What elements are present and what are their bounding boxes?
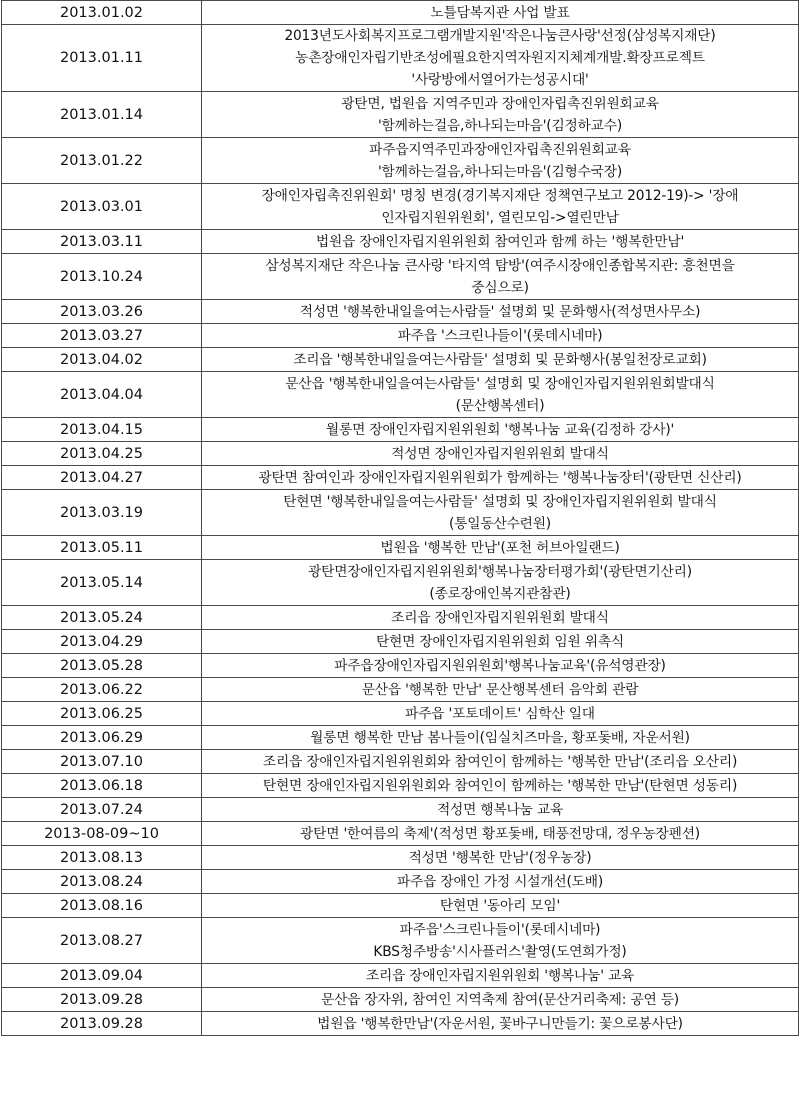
event-cell <box>202 678 799 702</box>
event-cell <box>202 348 799 372</box>
date-cell: 2013.04.04 <box>2 372 202 418</box>
event-cell <box>202 300 799 324</box>
event-line: 법원읍 '행복한 만남'(포천 허브아일랜드) <box>380 539 620 556</box>
event-line: 적성면 '행복한 만남'(정우농장) <box>408 849 592 866</box>
date-cell: 2013.08.24 <box>2 870 202 894</box>
date-cell: 2013.03.27 <box>2 324 202 348</box>
table-row <box>2 560 799 606</box>
date-cell: 2013.08.27 <box>2 918 202 964</box>
table-row <box>2 798 799 822</box>
event-line: 광탄면장애인자립지원위원회'행복나눔장터평가회'(광탄면기산리) <box>308 563 692 580</box>
date-cell: 2013.07.10 <box>2 750 202 774</box>
event-cell <box>202 1 799 25</box>
event-cell <box>202 894 799 918</box>
table-row <box>2 1 799 25</box>
event-line: (통일동산수련원) <box>449 515 551 532</box>
event-cell <box>202 490 799 536</box>
event-cell <box>202 230 799 254</box>
event-line: '함께하는걸음,하나되는마음'(김정하교수) <box>377 117 623 134</box>
event-cell <box>202 726 799 750</box>
table-row <box>2 846 799 870</box>
event-cell <box>202 560 799 606</box>
date-cell: 2013.06.18 <box>2 774 202 798</box>
event-line: 파주읍'스크린나들이'(롯데시네마) <box>399 921 601 938</box>
date-cell: 2013.04.29 <box>2 630 202 654</box>
table-row <box>2 964 799 988</box>
event-cell <box>202 536 799 560</box>
date-cell: 2013.01.02 <box>2 1 202 25</box>
table-row <box>2 324 799 348</box>
date-cell: 2013.04.02 <box>2 348 202 372</box>
date-cell: 2013.03.01 <box>2 184 202 230</box>
date-cell: 2013.09.28 <box>2 1012 202 1036</box>
date-cell: 2013.04.25 <box>2 442 202 466</box>
date-cell: 2013.04.27 <box>2 466 202 490</box>
table-row <box>2 774 799 798</box>
date-cell: 2013-08-09~10 <box>2 822 202 846</box>
table-row <box>2 536 799 560</box>
table-row <box>2 822 799 846</box>
event-line: 적성면 장애인자립지원위원회 발대식 <box>391 445 609 462</box>
event-cell <box>202 324 799 348</box>
event-cell <box>202 442 799 466</box>
event-cell <box>202 750 799 774</box>
table-row <box>2 490 799 536</box>
event-cell <box>202 822 799 846</box>
table-row <box>2 654 799 678</box>
table-row <box>2 442 799 466</box>
event-line: 월롱면 장애인자립지원위원회 '행복나눔 교육(김정하 강사)' <box>325 421 675 438</box>
date-cell: 2013.10.24 <box>2 254 202 300</box>
date-cell: 2013.05.11 <box>2 536 202 560</box>
event-line: 2013년도사회복지프로그램개발지원'작은나눔큰사랑'선정(삼성복지재단) <box>284 28 716 44</box>
event-line: KBS청주방송'시사플러스'촬영(도연희가정) <box>373 943 627 960</box>
event-line: 법원읍 장애인자립지원위원회 참여인과 함께 하는 '행복한만남' <box>315 233 685 250</box>
table-row <box>2 138 799 184</box>
table-row <box>2 894 799 918</box>
event-line: 노틀담복지관 사업 발표 <box>430 4 570 21</box>
event-line: 광탄면 '한여름의 축제'(적성면 황포돛배, 태풍전망대, 정우농장펜션) <box>300 825 700 842</box>
table-row <box>2 300 799 324</box>
table-row <box>2 184 799 230</box>
event-cell <box>202 372 799 418</box>
event-line: 파주읍 '스크린나들이'(롯데시네마) <box>397 327 603 344</box>
event-cell <box>202 918 799 964</box>
table-row <box>2 254 799 300</box>
activity-log-body <box>2 1 799 1036</box>
event-line: 적성면 '행복한내일을여는사람들' 설명회 및 문화행사(적성면사무소) <box>299 303 701 320</box>
event-line: 탄현면 장애인자립지원위원회와 참여인이 함께하는 '행복한 만남'(탄현면 성동리) <box>262 777 738 794</box>
date-cell: 2013.01.14 <box>2 92 202 138</box>
event-line: 탄현면 '동아리 모임' <box>439 897 561 914</box>
event-cell <box>202 988 799 1012</box>
event-line: 인자립지원위원회', 열린모임->열린만남 <box>381 209 619 226</box>
event-cell <box>202 870 799 894</box>
event-cell <box>202 92 799 138</box>
event-line: 파주읍지역주민과장애인자립촉진위원회교육 <box>369 141 631 158</box>
table-row <box>2 418 799 442</box>
date-cell: 2013.08.13 <box>2 846 202 870</box>
event-line: 파주읍 장애인 가정 시설개선(도배) <box>397 873 603 890</box>
table-row <box>2 92 799 138</box>
event-cell <box>202 1012 799 1036</box>
table-row <box>2 630 799 654</box>
date-cell: 2013.03.11 <box>2 230 202 254</box>
event-line: 조리읍 장애인자립지원위원회 발대식 <box>391 609 609 626</box>
table-row <box>2 466 799 490</box>
table-row <box>2 230 799 254</box>
date-cell: 2013.06.29 <box>2 726 202 750</box>
date-cell: 2013.07.24 <box>2 798 202 822</box>
event-line: '사랑방에서열어가는성공시대' <box>411 72 589 88</box>
table-row <box>2 678 799 702</box>
event-cell <box>202 964 799 988</box>
event-line: 조리읍 '행복한내일을여는사람들' 설명회 및 문화행사(봉일천장로교회) <box>293 351 707 368</box>
table-row <box>2 870 799 894</box>
event-cell <box>202 254 799 300</box>
table-row <box>2 348 799 372</box>
event-line: 탄현면 '행복한내일을여는사람들' 설명회 및 장애인자립지원위원회 발대식 <box>283 493 717 510</box>
date-cell: 2013.09.28 <box>2 988 202 1012</box>
table-row <box>2 25 799 92</box>
table-row <box>2 726 799 750</box>
date-cell: 2013.05.14 <box>2 560 202 606</box>
date-cell: 2013.09.04 <box>2 964 202 988</box>
date-cell: 2013.01.22 <box>2 138 202 184</box>
table-row <box>2 988 799 1012</box>
event-line: 삼성복지재단 작은나눔 큰사랑 '타지역 탐방'(여주시장애인종합복지관: 흥천면을 <box>265 257 735 274</box>
event-cell <box>202 184 799 230</box>
event-cell <box>202 774 799 798</box>
event-line: 문산읍 '행복한 만남' 문산행복센터 음악회 관람 <box>361 681 639 698</box>
event-cell <box>202 138 799 184</box>
event-cell <box>202 630 799 654</box>
event-line: 파주읍장애인자립지원위원회'행복나눔교육'(유석영관장) <box>334 657 666 674</box>
event-cell <box>202 25 799 92</box>
table-row <box>2 1012 799 1036</box>
event-line: 적성면 행복나눔 교육 <box>436 801 564 818</box>
event-line: (종로장애인복지관참관) <box>429 585 571 602</box>
event-line: 월롱면 행복한 만남 봄나들이(임실치즈마을, 황포돛배, 자운서원) <box>310 729 690 746</box>
event-line: 장애인자립촉진위원회' 명칭 변경(경기복지재단 정책연구보고 2012-19)-> '장애 <box>261 187 739 204</box>
event-line: 조리읍 장애인자립지원위원회 '행복나눔' 교육 <box>365 967 635 984</box>
date-cell: 2013.06.25 <box>2 702 202 726</box>
event-line: 광탄면, 법원읍 지역주민과 장애인자립촉진위원회교육 <box>341 95 659 112</box>
activity-log-table <box>1 0 799 1036</box>
event-line: 광탄면 참여인과 장애인자립지원위원회가 함께하는 '행복나눔장터'(광탄면 신산리) <box>258 469 742 486</box>
event-line: 농촌장애인자립기반조성에필요한지역자원지지체계개발.확장프로젝트 <box>295 50 705 66</box>
table-row <box>2 918 799 964</box>
date-cell: 2013.04.15 <box>2 418 202 442</box>
table-row <box>2 750 799 774</box>
event-line: (문산행복센터) <box>455 397 545 414</box>
table-row <box>2 372 799 418</box>
event-line: 중심으로) <box>471 279 529 296</box>
event-line: 탄현면 장애인자립지원위원회 임원 위촉식 <box>376 633 624 650</box>
date-cell: 2013.05.28 <box>2 654 202 678</box>
event-cell <box>202 798 799 822</box>
event-line: 문산읍 장자위, 참여인 지역축제 참여(문산거리축제: 공연 등) <box>321 991 679 1008</box>
event-cell <box>202 654 799 678</box>
event-cell <box>202 418 799 442</box>
event-line: 파주읍 '포토데이트' 심학산 일대 <box>405 705 595 722</box>
event-cell <box>202 466 799 490</box>
event-line: '함께하는걸음,하나되는마음'(김형수국장) <box>377 163 623 180</box>
date-cell: 2013.05.24 <box>2 606 202 630</box>
date-cell: 2013.01.11 <box>2 25 202 92</box>
date-cell: 2013.08.16 <box>2 894 202 918</box>
table-row <box>2 702 799 726</box>
event-cell <box>202 846 799 870</box>
table-row <box>2 606 799 630</box>
event-line: 문산읍 '행복한내일을여는사람들' 설명회 및 장애인자립지원위원회발대식 <box>285 375 715 392</box>
date-cell: 2013.03.26 <box>2 300 202 324</box>
event-cell <box>202 606 799 630</box>
event-line: 조리읍 장애인자립지원위원회와 참여인이 함께하는 '행복한 만남'(조리읍 오산리) <box>262 753 738 770</box>
event-line: 법원읍 '행복한만남'(자운서원, 꽃바구니만들기: 꽃으로봉사단) <box>317 1015 683 1032</box>
date-cell: 2013.03.19 <box>2 490 202 536</box>
date-cell: 2013.06.22 <box>2 678 202 702</box>
event-cell <box>202 702 799 726</box>
